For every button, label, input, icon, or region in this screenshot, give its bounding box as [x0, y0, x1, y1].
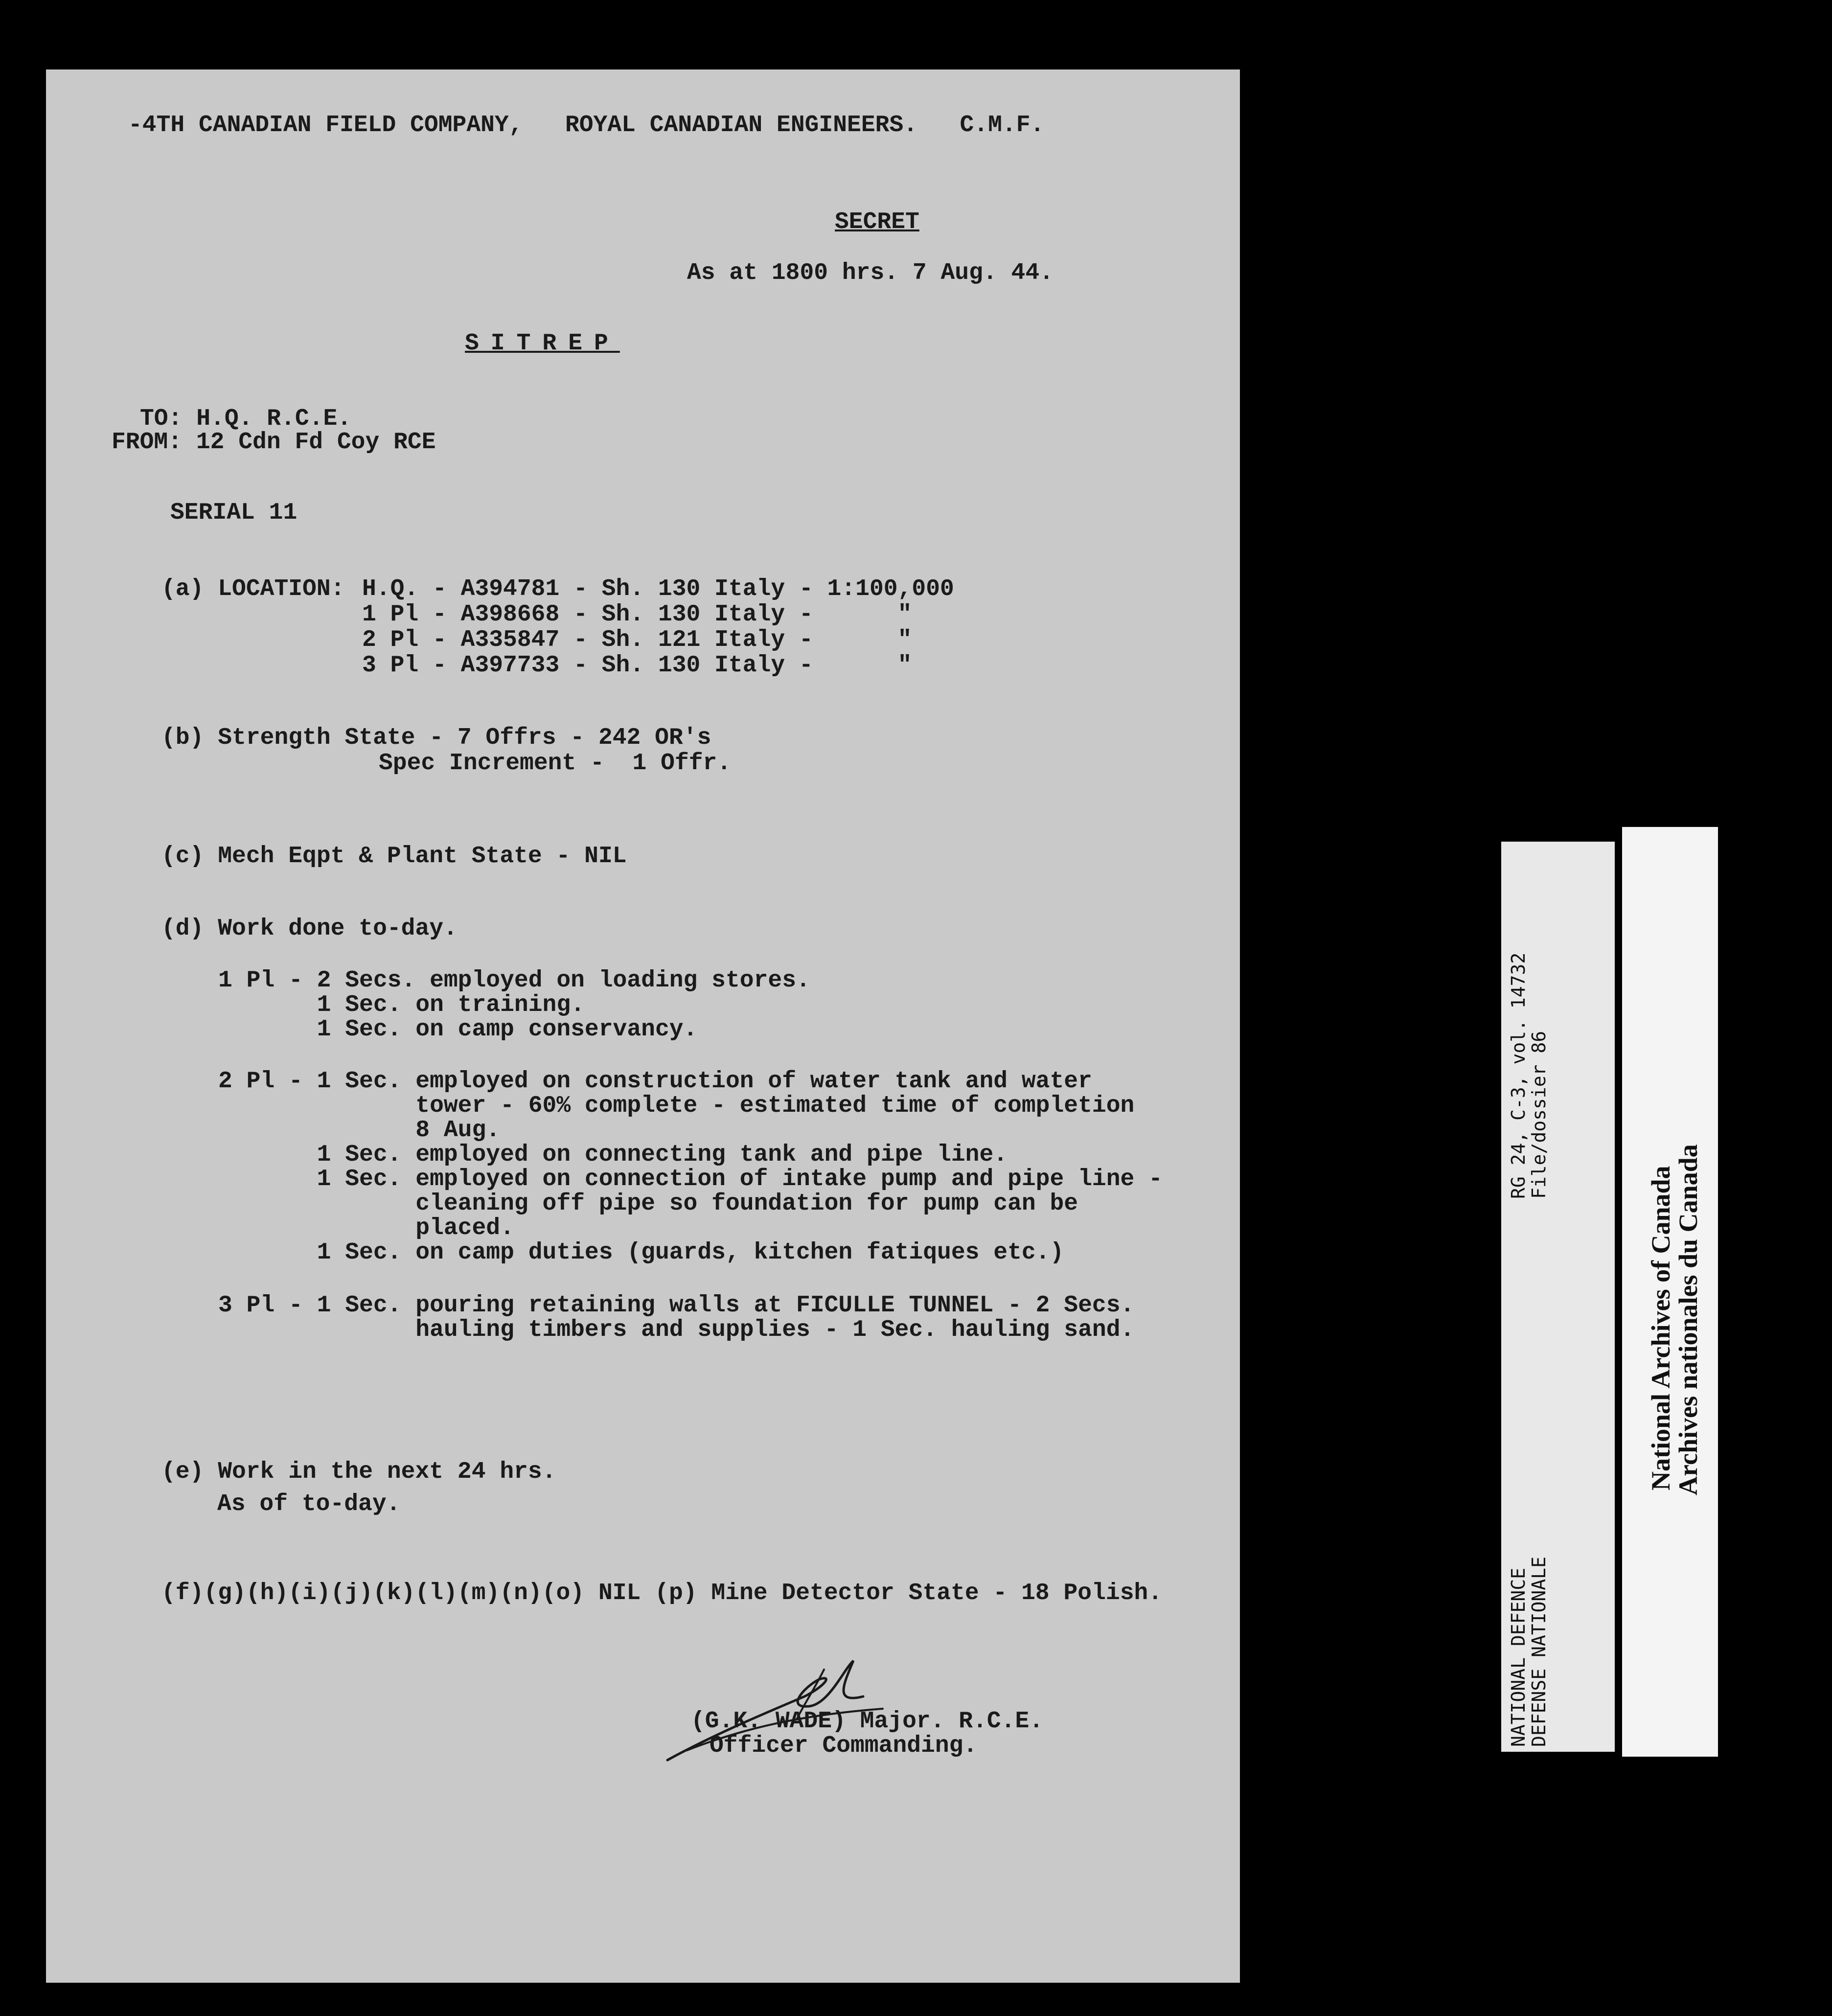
- archives-name-label: [1622, 827, 1718, 1757]
- as-at-date: As at 1800 hrs. 7 Aug. 44.: [687, 260, 1053, 286]
- location-row: 3 Pl - A397733 - Sh. 130 Italy - ": [362, 652, 912, 679]
- signatory-title: Officer Commanding.: [710, 1733, 978, 1759]
- mech-eqpt-state: (c) Mech Eqpt & Plant State - NIL: [161, 843, 627, 870]
- location-label: (a) LOCATION:: [161, 576, 345, 602]
- archive-reference-label: [1501, 842, 1615, 1752]
- spec-increment: Spec Increment - 1 Offr.: [379, 750, 732, 777]
- handwritten-signature: [658, 1650, 932, 1767]
- archives-name-fr: Archives nationales du Canada: [1673, 1144, 1703, 1495]
- work-line: 1 Sec. on camp conservancy.: [218, 1016, 698, 1043]
- work-line: 8 Aug.: [218, 1117, 501, 1144]
- document-title: SITREP: [465, 330, 620, 357]
- work-done-heading: (d) Work done to-day.: [161, 916, 458, 942]
- department-line: NATIONAL DEFENCE: [1508, 1567, 1529, 1747]
- signatory-name: (G.K. WADE) Major. R.C.E.: [691, 1708, 1044, 1735]
- work-line: cleaning off pipe so foundation for pump can be: [218, 1191, 1078, 1217]
- archives-name-en: National Archives of Canada: [1646, 1166, 1675, 1490]
- to-line: TO: H.Q. R.C.E.: [140, 406, 352, 432]
- next-24-hrs-heading: (e) Work in the next 24 hrs.: [161, 1459, 556, 1485]
- department-line: DEFENSE NATIONALE: [1528, 1557, 1550, 1747]
- work-line: hauling timbers and supplies - 1 Sec. hauling sand.: [218, 1317, 1135, 1343]
- work-line: 1 Sec. on camp duties (guards, kitchen fatiques etc.): [218, 1239, 1064, 1266]
- work-line: placed.: [218, 1215, 514, 1241]
- next-24-hrs-text: As of to-day.: [217, 1491, 401, 1517]
- strength-state: (b) Strength State - 7 Offrs - 242 OR's: [161, 725, 711, 751]
- location-row: H.Q. - A394781 - Sh. 130 Italy - 1:100,000: [362, 576, 954, 602]
- archive-reference-line: RG 24, C-3, vol. 14732: [1508, 952, 1529, 1199]
- work-line: 3 Pl - 1 Sec. pouring retaining walls at FICULLE TUNNEL - 2 Secs.: [218, 1292, 1135, 1319]
- document-page: [46, 69, 1240, 1983]
- work-line: 1 Sec. employed on connection of intake pump and pipe line -: [218, 1166, 1163, 1192]
- work-line: 2 Pl - 1 Sec. employed on construction of water tank and water: [218, 1068, 1092, 1095]
- work-line: 1 Sec. on training.: [218, 992, 585, 1018]
- location-row: 2 Pl - A335847 - Sh. 121 Italy - ": [362, 627, 912, 653]
- classification-label: SECRET: [835, 209, 919, 235]
- remaining-items: (f)(g)(h)(i)(j)(k)(l)(m)(n)(o) NIL (p) Mine Detector State - 18 Polish.: [161, 1580, 1163, 1606]
- archive-reference-line: File/dossier 86: [1528, 1031, 1550, 1199]
- location-row: 1 Pl - A398668 - Sh. 130 Italy - ": [362, 601, 912, 628]
- sitrep-document: [46, 69, 1240, 1983]
- from-line: FROM: 12 Cdn Fd Coy RCE: [112, 429, 436, 456]
- work-line: 1 Sec. employed on connecting tank and pipe line.: [218, 1142, 1008, 1168]
- serial-number: SERIAL 11: [170, 500, 298, 526]
- work-line: 1 Pl - 2 Secs. employed on loading stores.: [218, 967, 810, 994]
- unit-header: -4TH CANADIAN FIELD COMPANY, ROYAL CANADIAN ENGINEERS. C.M.F.: [128, 112, 1045, 138]
- work-line: tower - 60% complete - estimated time of completion: [218, 1093, 1135, 1119]
